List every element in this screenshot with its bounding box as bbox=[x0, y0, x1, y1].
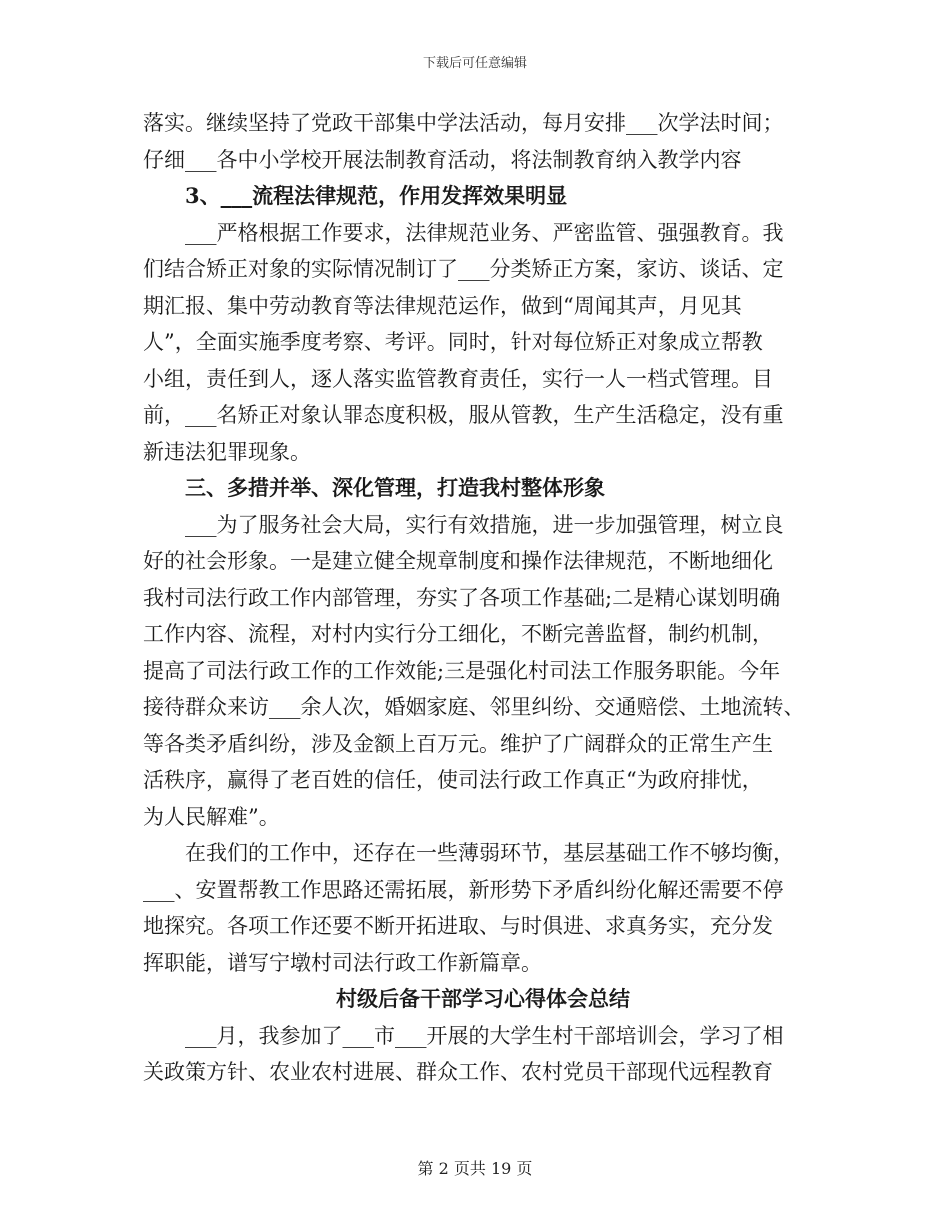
body-line: 人”，全面实施季度考察、考评。同时，针对每位矫正对象成立帮教 bbox=[143, 330, 763, 354]
body-line: 落实。继续坚持了党政干部集中学法活动，每月安排___次学法时间； bbox=[143, 111, 784, 135]
page-header: 下载后可任意编辑 bbox=[422, 56, 527, 71]
body-line: 在我们的工作中，还存在一些薄弱环节，基层基础工作不够均衡， bbox=[185, 841, 794, 865]
body-line: ___严格根据工作要求，法律规范业务、严密监管、强强教育。我 bbox=[185, 220, 784, 245]
body-line: 为人民解难”。 bbox=[143, 804, 280, 829]
body-line: ___为了服务社会大局，实行有效措施，进一步加强管理，树立良 bbox=[185, 512, 784, 537]
body-line: 活秩序，赢得了老百姓的信任，使司法行政工作真正“为政府排忧， bbox=[143, 768, 763, 792]
section-heading: 3、___流程法律规范，作用发挥效果明显 bbox=[185, 183, 568, 208]
body-line: 地探究。各项工作还要不断开拓进取、与时俱进、求真务实，充分发 bbox=[143, 914, 773, 938]
body-line: 等各类矛盾纠纷，涉及金额上百万元。维护了广阔群众的正常生产生 bbox=[143, 731, 773, 756]
body-line: 们结合矫正对象的实际情况制订了___分类矫正方案，家访、谈话、定 bbox=[143, 257, 784, 281]
article-title: 村级后备干部学习心得体会总结 bbox=[336, 986, 630, 1011]
body-line: 我村司法行政工作内部管理，夯实了各项工作基础;二是精心谋划明确 bbox=[143, 585, 781, 610]
body-line: ___、安置帮教工作思路还需拓展，新形势下矛盾纠纷化解还需要不停 bbox=[143, 877, 784, 902]
body-line: 小组，责任到人，逐人落实监管教育责任，实行一人一档式管理。目 bbox=[143, 366, 773, 391]
body-line: 期汇报、集中劳动教育等法律规范运作，做到“周闻其声，月见其 bbox=[143, 293, 742, 318]
document-body bbox=[143, 105, 823, 1091]
body-line: 好的社会形象。一是建立健全规章制度和操作法律规范，不断地细化 bbox=[143, 549, 773, 573]
body-line: 仔细___各中小学校开展法制教育活动，将法制教育纳入教学内容 bbox=[143, 147, 742, 172]
page-footer: 第 2 页共 19 页 bbox=[417, 1159, 533, 1178]
body-line: 接待群众来访___余人次，婚姻家庭、邻里纠纷、交通赔偿、土地流转、 bbox=[143, 695, 805, 719]
body-line: 前，___名矫正对象认罪态度积极，服从管教，生产生活稳定，没有重 bbox=[143, 403, 784, 427]
section-heading: 三、多措并举、深化管理，打造我村整体形象 bbox=[185, 475, 605, 500]
body-line: 挥职能，谱写宁墩村司法行政工作新篇章。 bbox=[143, 950, 542, 975]
body-line: 工作内容、流程，对村内实行分工细化，不断完善监督，制约机制， bbox=[143, 622, 773, 646]
body-line: 关政策方针、农业农村进展、群众工作、农村党员干部现代远程教育 bbox=[143, 1060, 773, 1084]
body-line: 提高了司法行政工作的工作效能;三是强化村司法工作服务职能。今年 bbox=[143, 658, 781, 683]
body-line: 新违法犯罪现象。 bbox=[143, 439, 311, 464]
body-line: ___月，我参加了___市___开展的大学生村干部培训会，学习了相 bbox=[185, 1023, 784, 1048]
